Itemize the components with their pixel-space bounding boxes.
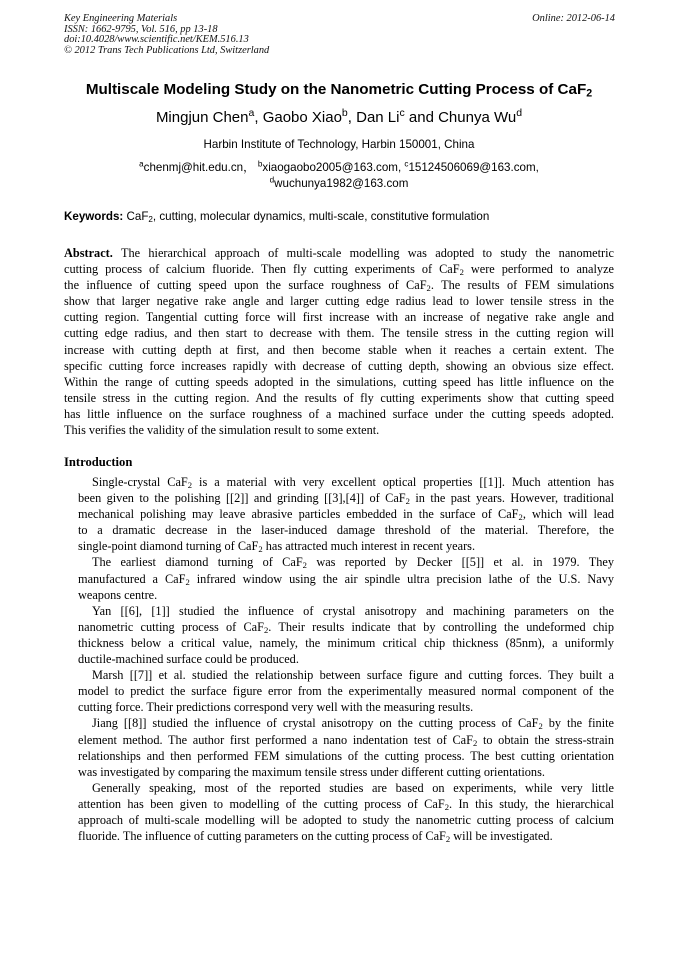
text-line (64, 245, 614, 261)
title-subscript: 2 (586, 87, 593, 100)
text-line (64, 667, 614, 683)
abstract-paragraph (64, 245, 614, 438)
subscript: 2 (405, 496, 410, 507)
text-run: Within the range of cutting speeds adopted in the simulations, cutting speed has little influence on the (64, 374, 614, 389)
text-line (64, 490, 614, 506)
text-line (64, 812, 614, 828)
email-mark: b (257, 159, 263, 169)
text-run: cutting force. Their predictions correspond very well with the measuring results. (78, 700, 474, 715)
text-run: tensile stress in the cutting region. And the results of fly cutting experiments show that cutting speed (64, 390, 614, 405)
text-line (64, 342, 614, 358)
paper-title (0, 81, 678, 99)
text-line (64, 406, 614, 422)
intro-paragraph (64, 715, 614, 779)
text-run: manufactured a CaF (78, 571, 186, 586)
subscript: 2 (302, 560, 307, 571)
text-line (64, 715, 614, 731)
keywords (64, 210, 489, 224)
affiliation: Harbin Institute of Technology, Harbin 150001, China (203, 138, 475, 151)
text-line (64, 309, 614, 325)
text-run: attention has been given to modelling of the cutting process of CaF (78, 796, 445, 811)
keyword-first: CaF (123, 210, 149, 223)
issn-line: ISSN: 1662-9795, Vol. 516, pp 13-18 (64, 23, 218, 35)
email-mark: a (139, 159, 144, 169)
email-address[interactable]: 15124506069@163.com (408, 161, 536, 174)
intro-paragraph (64, 474, 614, 554)
doi-line[interactable]: doi:10.4028/www.scientific.net/KEM.516.13 (64, 34, 249, 45)
email-address[interactable]: chenmj@hit.edu.cn (143, 161, 244, 174)
affiliation-mark: a (248, 107, 255, 120)
text-run: weapons centre. (78, 587, 158, 602)
keywords-label: Keywords: (64, 210, 124, 223)
text-line (64, 796, 614, 812)
text-run: element method. The author first performed a nano indentation test of CaF (78, 732, 473, 747)
text-line (64, 522, 614, 538)
text-line (64, 764, 614, 780)
text-run: is a material with very excellent optical properties [[1]]. Much attention has (192, 475, 615, 489)
text-run: infrared window using the air spindle ultra precision lathe of the U.S. Navy (189, 571, 614, 586)
subscript: 2 (472, 737, 478, 748)
text-line (64, 683, 614, 699)
text-run: nanometric cutting process of CaF (78, 619, 264, 634)
keyword-subscript: 2 (148, 215, 153, 225)
intro-paragraph (64, 780, 614, 844)
subscript: 2 (538, 721, 543, 732)
author-name: Mingjun Chen (155, 109, 249, 126)
author-list: Mingjun Chen$^a$, Gaobo Xiao$^b$, Dan Li$^c$ and Chunya Wu$^d$ (155, 107, 523, 126)
text-line (64, 828, 614, 844)
subscript: 2 (263, 624, 269, 635)
text-run: . Their results indicate that by controlling the undeformed chip (268, 619, 614, 634)
text-run: cutting edge radius, and then start to decrease with them. The tensile stress in the cutting region will (64, 326, 614, 341)
email-address[interactable]: wuchunya1982@163.com (274, 177, 409, 190)
text-run: the influence of cutting speed upon the surface roughness of CaF (64, 278, 427, 293)
subscript: 2 (445, 834, 451, 845)
text-run: were performed to analyze (463, 262, 614, 277)
text-run: Yan [[6], [1]] studied the influence of crystal anisotropy and machining parameters on the (92, 603, 614, 618)
text-line (64, 732, 614, 748)
text-run: by the finite (542, 716, 614, 731)
text-run: This verifies the validity of the simulation result to some extent. (64, 423, 380, 438)
text-run: was reported by Decker [[5]] et al. in 1979. They (306, 555, 614, 570)
text-run: ductile-machined surface could be produced. (78, 652, 299, 667)
abstract-section (64, 245, 614, 438)
author-name: Dan Li (356, 109, 400, 126)
text-run: mechanical polishing may leave abrasive particles embedded in the surface of CaF (78, 507, 519, 522)
introduction-heading: Introduction (64, 455, 133, 469)
affiliation-mark: c (399, 107, 405, 120)
text-run: The earliest diamond turning of CaF (92, 555, 303, 570)
text-line (64, 699, 614, 715)
keywords-rest: , cutting, molecular dynamics, multi-scale, constitutive formulation (152, 210, 490, 223)
text-run: show that larger negative rake angle and larger cutting edge radius lead to lower tensile stress in the (64, 294, 614, 309)
text-run: will be investigated. (450, 829, 553, 844)
text-line (64, 358, 614, 374)
text-line (64, 780, 614, 796)
text-run: to a dramatic decrease in the laser-induced damage threshold of the material. Therefore, the (78, 523, 614, 538)
text-run: Generally speaking, most of the reported studies are based on experiments, while very little (92, 780, 614, 795)
email-list: $^a$chenmj@hit.edu.cn， $^b$xiaogaobo2005@163.com, $^c$15124506069@163.com, $^d$wuchunya1982@163.com (139, 159, 539, 190)
text-run: in the past years. However, traditional (409, 491, 614, 506)
affiliation-mark: b (341, 107, 348, 120)
journal-name: Key Engineering Materials (64, 13, 178, 24)
text-line (64, 374, 614, 390)
text-run: model to predict the surface figure error from the experimentally measured normal component of the (78, 684, 614, 699)
title-text: Multiscale Modeling Study on the Nanometric Cutting Process of CaF (85, 81, 587, 98)
text-run: has attracted much interest in recent years. (262, 539, 476, 554)
text-run: . In this study, the hierarchical (449, 796, 614, 811)
text-run: The hierarchical approach of multi-scale modelling was adopted to study the nanometric (112, 246, 614, 260)
introduction-body (64, 474, 614, 844)
text-run: has little influence on the surface roughness of a machined surface under the cutting speeds adopted. (64, 406, 614, 421)
text-run: specific cutting force increases rapidly with decrease of cutting depth, showing an obvious size effect. (64, 358, 614, 373)
text-run: to obtain the stress-strain (477, 732, 614, 747)
text-line (64, 651, 614, 667)
subscript: 2 (258, 544, 263, 555)
text-run: fluoride. The influence of cutting parameters on the cutting process of CaF (78, 829, 446, 844)
text-line (64, 277, 614, 293)
subscript: 2 (187, 480, 193, 491)
text-run: . The results of FEM simulations (430, 278, 614, 293)
intro-paragraph (64, 554, 614, 602)
text-line (64, 261, 614, 277)
text-run: was investigated by comparing the maximum tensile stress under different cutting orientations. (78, 764, 545, 779)
text-line (64, 293, 614, 309)
subscript: 2 (518, 512, 523, 523)
email-address[interactable]: xiaogaobo2005@163.com (262, 161, 398, 174)
journal-header (64, 14, 269, 56)
affiliation-mark: d (516, 107, 523, 120)
text-run: , which will lead (522, 507, 614, 522)
text-run: thickness below a critical value, namely, the minimum critical chip thickness (85nm), a uniformly (78, 635, 614, 650)
text-line (64, 554, 614, 570)
subscript: 2 (185, 576, 190, 587)
text-line (64, 587, 614, 603)
online-date: Online: 2012-06-14 (532, 13, 615, 24)
text-run: single-point diamond turning of CaF (78, 539, 259, 554)
text-run: Single-crystal CaF (92, 475, 188, 489)
subscript: 2 (444, 802, 449, 813)
intro-paragraph (64, 603, 614, 667)
text-line (64, 325, 614, 341)
text-line (64, 390, 614, 406)
text-run: been given to the polishing [[2]] and grinding [[3],[4]] of CaF (78, 491, 406, 506)
text-line (64, 571, 614, 587)
text-line (64, 422, 614, 438)
subscript: 2 (459, 267, 464, 278)
text-line (64, 603, 614, 619)
abstract-label: Abstract. (64, 246, 113, 260)
text-run: Jiang [[8]] studied the influence of crystal anisotropy on the cutting process of CaF (92, 716, 539, 731)
text-run: cutting region. Tangential cutting force will first increase with an increase of negative rake angle and (64, 310, 614, 325)
text-line (64, 748, 614, 764)
text-line (64, 635, 614, 651)
text-line (64, 474, 614, 490)
subscript: 2 (426, 283, 431, 294)
text-run: increase with cutting depth at first, and then become stable when it reaches a certain extent. The (64, 342, 614, 357)
author-name: Gaobo Xiao (262, 109, 342, 126)
email-mark: c (404, 159, 409, 169)
text-run: Marsh [[7]] et al. studied the relationship between surface figure and cutting forces. They built a (92, 668, 614, 683)
text-line (64, 506, 614, 522)
intro-paragraph (64, 667, 614, 715)
email-mark: d (269, 175, 275, 185)
author-name: Chunya Wu (438, 109, 517, 126)
copyright-line: © 2012 Trans Tech Publications Ltd, Switzerland (64, 44, 270, 56)
text-run: relationships and then performed FEM simulations of the cutting process. The best cutting orientation (78, 748, 614, 763)
text-line (64, 619, 614, 635)
text-run: approach of multi-scale modelling will be adopted to study the nanometric cutting process of calcium (78, 812, 614, 827)
text-line (64, 538, 614, 554)
text-run: cutting process of calcium fluoride. Then fly cutting experiments of CaF (64, 262, 460, 277)
